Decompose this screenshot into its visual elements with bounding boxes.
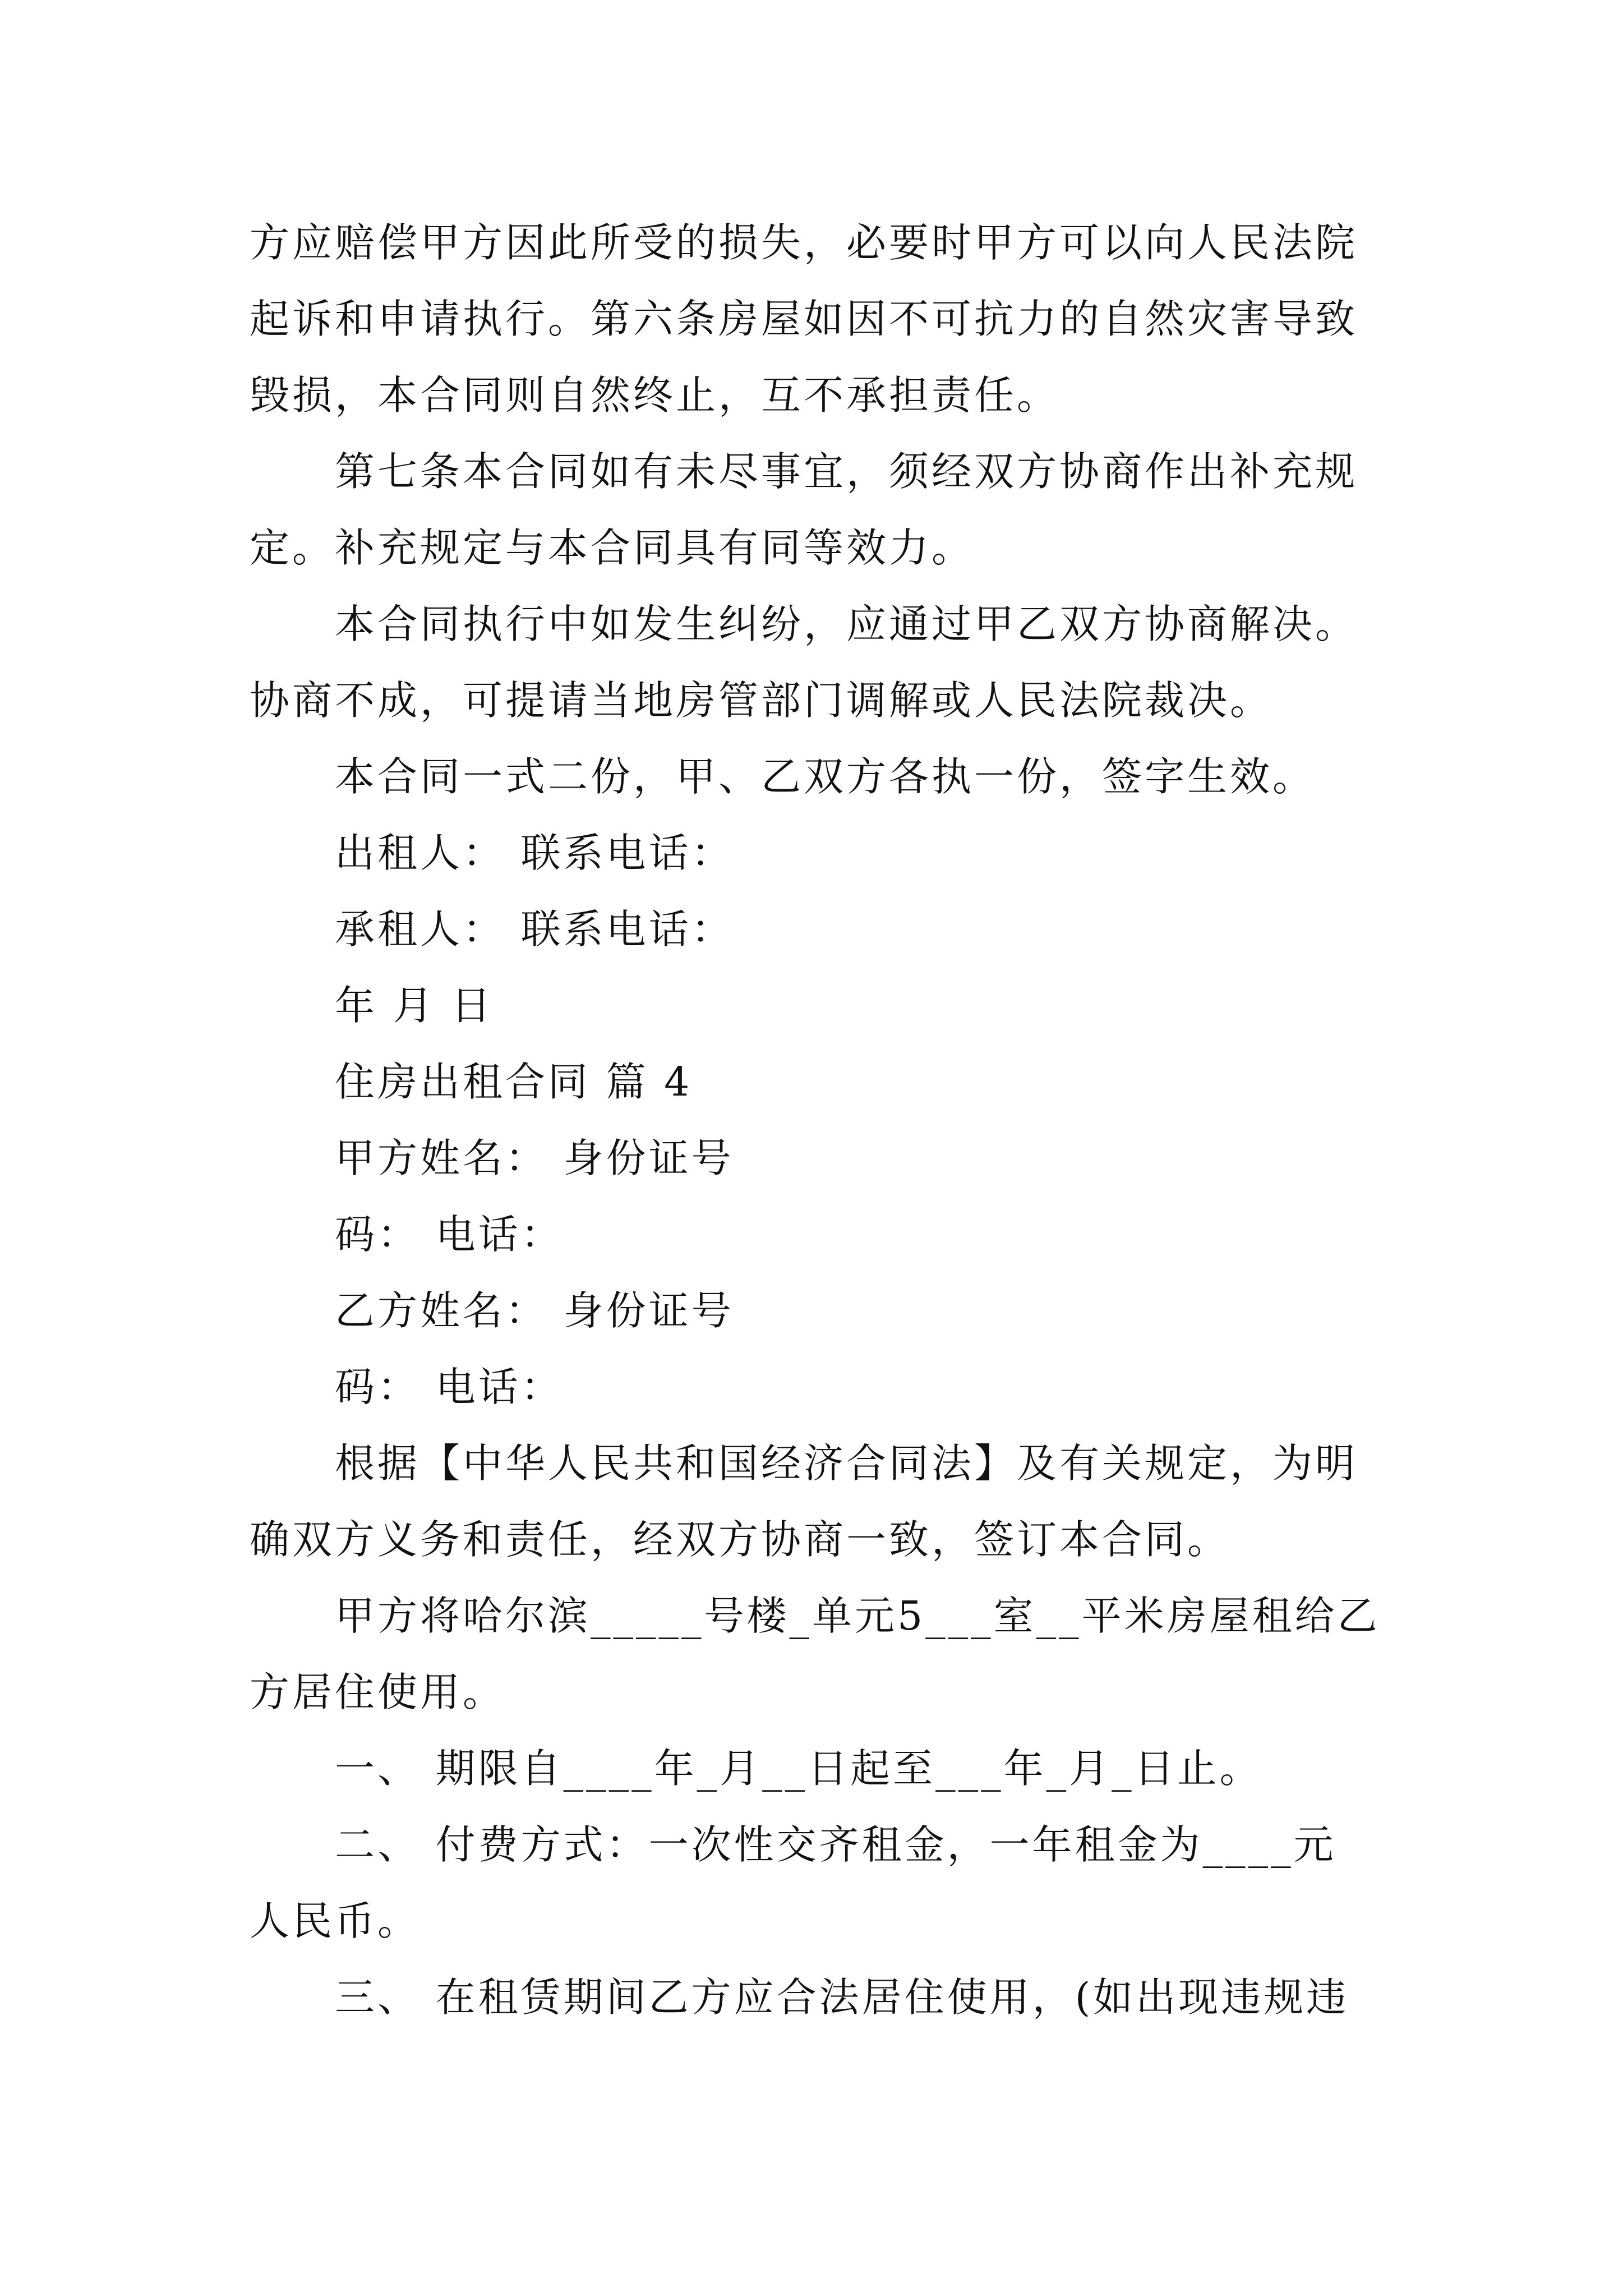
body-line: 甲方将哈尔滨_____号楼_单元5___室__平米房屋租给乙 — [335, 1593, 1380, 1639]
clause-line: 一、 期限自____年_月__日起至___年_月_日止。 — [335, 1745, 1262, 1792]
lessor-contact-line: 出租人： 联系电话： — [335, 830, 734, 876]
lessee-contact-line: 承租人： 联系电话： — [335, 906, 734, 953]
party-a-phone-line: 码： 电话： — [335, 1211, 564, 1258]
party-a-name-line: 甲方姓名： 身份证号 — [335, 1135, 734, 1181]
clause-line: 三、 在租赁期间乙方应合法居住使用，(如出现违规违 — [335, 1974, 1349, 2021]
body-line: 协商不成，可提请当地房管部门调解或人民法院裁决。 — [250, 677, 1273, 724]
document-body — [250, 205, 1391, 2036]
body-line: 定。补充规定与本合同具有同等效力。 — [250, 524, 975, 571]
party-b-name-line: 乙方姓名： 身份证号 — [335, 1287, 734, 1334]
clause-line: 二、 付费方式：一次性交齐租金，一年租金为____元 — [335, 1821, 1336, 1868]
section-heading: 住房出租合同 篇 4 — [335, 1059, 693, 1105]
party-b-phone-line: 码： 电话： — [335, 1364, 564, 1410]
body-line: 方居住使用。 — [250, 1669, 506, 1715]
body-line: 本合同一式二份，甲、乙双方各执一份，签字生效。 — [335, 753, 1316, 800]
body-line: 本合同执行中如发生纠纷，应通过甲乙双方协商解决。 — [335, 601, 1358, 647]
body-line: 根据【中华人民共和国经济合同法】及有关规定，为明 — [335, 1440, 1358, 1487]
body-line: 人民币。 — [250, 1898, 421, 1944]
body-line: 起诉和申请执行。第六条房屋如因不可抗力的自然灾害导致 — [250, 296, 1358, 342]
date-line: 年 月 日 — [335, 982, 494, 1029]
body-line: 毁损，本合同则自然终止，互不承担责任。 — [250, 372, 1060, 418]
body-line: 方应赔偿甲方因此所受的损失，必要时甲方可以向人民法院 — [250, 219, 1358, 266]
body-line: 第七条本合同如有未尽事宜，须经双方协商作出补充规 — [335, 448, 1358, 495]
body-line: 确双方义务和责任，经双方协商一致，签订本合同。 — [250, 1516, 1230, 1563]
